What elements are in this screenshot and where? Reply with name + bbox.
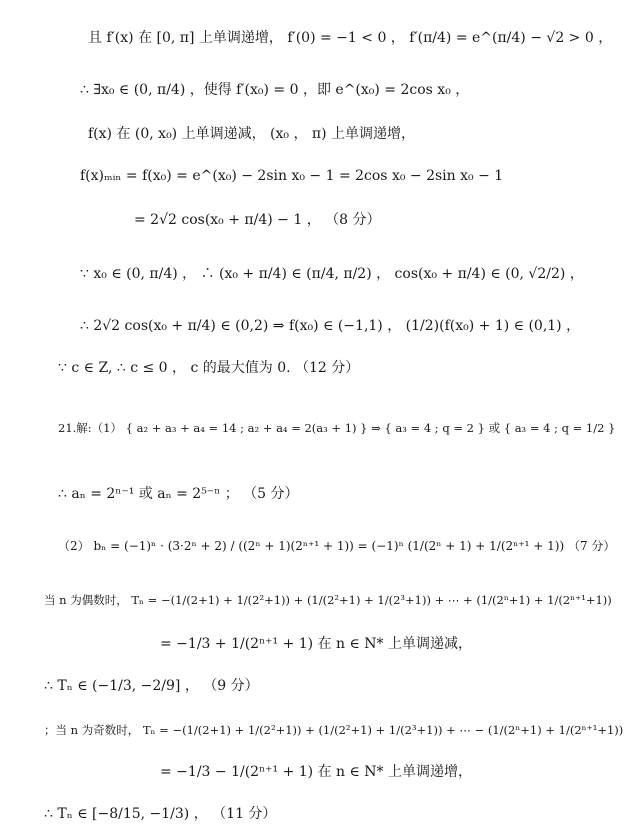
line-even-range: ∴ Tₙ ∈ (−1/3, −2/9] ， （9 分） xyxy=(44,678,259,694)
line-even-case: 当 n 为偶数时， Tₙ = −(1/(2+1) + 1/(2²+1)) + (1/(2²+1) + 1/(2³+1)) + ⋯ + (1/(2ⁿ+1) + 1/(2ⁿ⁺¹+1)) xyxy=(44,593,612,607)
line-fx0-range: ∴ 2√2 cos(x₀ + π/4) ∈ (0,2) ⇒ f(x₀) ∈ (−1,1) ， (1/2)(f(x₀) + 1) ∈ (0,1) ， xyxy=(80,318,581,334)
line-derivative-monotone: 且 f′(x) 在 [0, π] 上单调递增， f′(0) = −1 < 0 ， f′(π/4) = e^(π/4) − √2 > 0 ， xyxy=(88,30,613,46)
line-fmin-simplified: = 2√2 cos(x₀ + π/4) − 1 ， （8 分） xyxy=(134,212,381,228)
line-odd-case: ；当 n 为奇数时， Tₙ = −(1/(2+1) + 1/(2²+1)) + (1/(2²+1) + 1/(2³+1)) + ⋯ − (1/(2ⁿ+1) + 1/(2ⁿ⁺¹+1)) xyxy=(44,723,624,737)
line-c-max: ∵ c ∈ Z, ∴ c ≤ 0 ， c 的最大值为 0. （12 分） xyxy=(58,360,360,376)
line-monotonic-intervals: f(x) 在 (0, x₀) 上单调递减， (x₀ ， π) 上单调递增， xyxy=(88,126,416,142)
line-fmin: f(x)ₘᵢₙ = f(x₀) = e^(x₀) − 2sin x₀ − 1 = 2cos x₀ − 2sin x₀ − 1 xyxy=(80,168,504,184)
line-problem21-part1: 21.解:（1） { a₂ + a₃ + a₄ = 14 ; a₂ + a₄ = 2(a₃ + 1) } ⇒ { a₃ = 4 ; q = 2 } 或 { a₃ = 4 ; q = 1/2 } xyxy=(58,421,616,435)
line-odd-range: ∴ Tₙ ∈ [−8/15, −1/3) ， （11 分） xyxy=(44,806,277,822)
line-even-simplified: = −1/3 + 1/(2ⁿ⁺¹ + 1) 在 n ∈ N* 上单调递减， xyxy=(160,636,473,652)
line-x0-range: ∵ x₀ ∈ (0, π/4) ， ∴ (x₀ + π/4) ∈ (π/4, π/2) ， cos(x₀ + π/4) ∈ (0, √2/2) ， xyxy=(80,266,584,282)
line-exists-x0: ∴ ∃x₀ ∈ (0, π/4) ，使得 f′(x₀) = 0 ，即 e^(x₀) = 2cos x₀ ， xyxy=(80,82,470,98)
line-an-formula: ∴ aₙ = 2ⁿ⁻¹ 或 aₙ = 2⁵⁻ⁿ ； （5 分） xyxy=(58,486,299,502)
line-bn-formula: （2） bₙ = (−1)ⁿ · (3·2ⁿ + 2) / ((2ⁿ + 1)(2ⁿ⁺¹ + 1)) = (−1)ⁿ (1/(2ⁿ + 1) + 1/(2ⁿ⁺¹ + 1)) （7 分） xyxy=(58,539,616,553)
line-odd-simplified: = −1/3 − 1/(2ⁿ⁺¹ + 1) 在 n ∈ N* 上单调递增， xyxy=(160,764,473,780)
